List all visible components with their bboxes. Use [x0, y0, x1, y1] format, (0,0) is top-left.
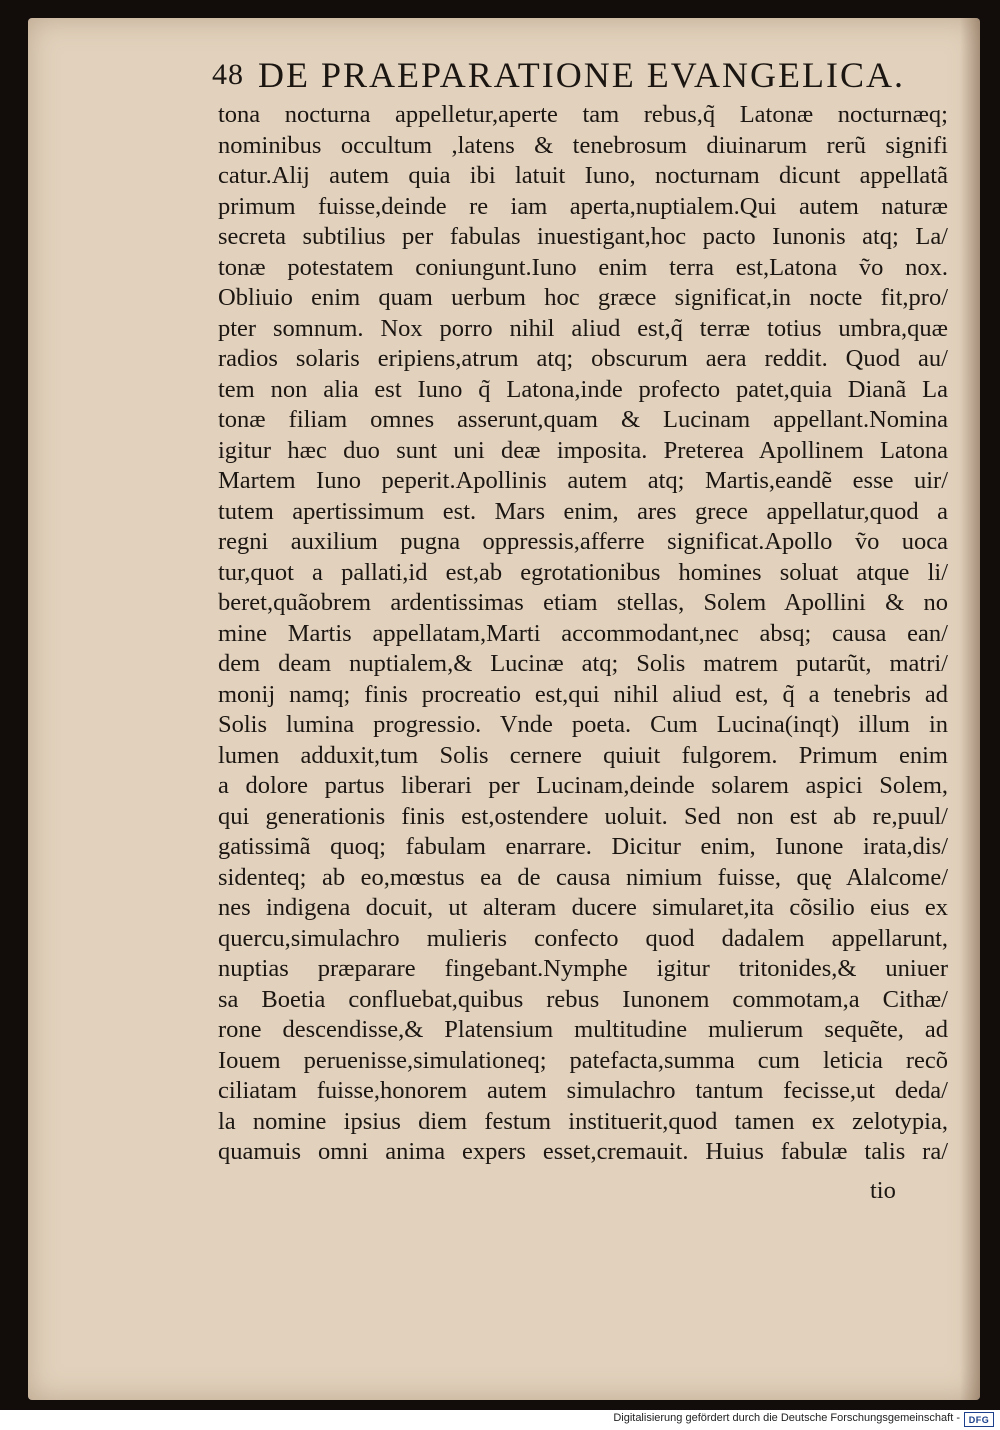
text-line: primum fuisse,deinde re iam aperta,nuptialem.Qui autem naturæ: [218, 192, 948, 220]
text-line: catur.Alij autem quia ibi latuit Iuno, nocturnam dicunt appellatã: [218, 162, 948, 189]
text-line: la nomine ipsius diem festum instituerit,quod tamen ex zelotypia,: [218, 1107, 948, 1135]
text-line: Iouem peruenisse,simulationeq; patefacta,summa cum leticia recõ: [218, 1046, 948, 1074]
text-line: qui generationis finis est,ostendere uoluit. Sed non est ab re,puul/: [218, 802, 948, 830]
text-line: radios solaris eripiens,atrum atq; obscurum aera reddit. Quod au/: [218, 345, 948, 372]
text-line: sidenteq; ab eo,mœstus ea de causa nimium fuisse, quę Alalcome/: [218, 863, 948, 891]
text-line: tutem apertissimum est. Mars enim, ares grece appellatur,quod a: [218, 497, 948, 525]
footer-bar: [0, 1410, 1000, 1430]
text-line: Obliuio enim quam uerbum hoc græce significat,in nocte fit,pro/: [218, 284, 948, 311]
text-line: igitur hæc duo sunt uni deæ imposita. Preterea Apollinem Latona: [218, 436, 948, 464]
text-line: tona nocturna appelletur,aperte tam rebus,q̃ Latonæ nocturnæq;: [218, 101, 948, 128]
funding-credit: Digitalisierung gefördert durch die Deutsche Forschungsgemeinschaft -: [613, 1412, 960, 1424]
text-line: tem non alia est Iuno q̃ Latona,inde profecto patet,quia Dianã La: [218, 375, 948, 403]
text-line: Solis lumina progressio. Vnde poeta. Cum Lucina(inqt) illum in: [218, 711, 948, 738]
text-line: nuptias præparare fingebant.Nymphe igitur tritonides,& uniuer: [218, 955, 948, 982]
text-line: Martem Iuno peperit.Apollinis autem atq; Martis,eandẽ esse uir/: [218, 467, 948, 494]
page-number: 48: [212, 58, 244, 91]
text-line: quercu,simulachro mulieris confecto quod dadalem appellarunt,: [218, 924, 948, 952]
text-line: sa Boetia confluebat,quibus rebus Iunonem commotam,a Cithæ/: [218, 985, 948, 1013]
text-line: gatissimã quoq; fabulam enarrare. Dicitur enim, Iunone irata,dis/: [218, 833, 948, 860]
text-line: tur,quot a pallati,id est,ab egrotationibus homines soluat atque li/: [218, 558, 948, 586]
text-line: dem deam nuptialem,& Lucinæ atq; Solis matrem putarũt, matri/: [218, 650, 948, 677]
body-text: [218, 100, 948, 1168]
text-line: lumen adduxit,tum Solis cernere quiuit fulgorem. Primum enim: [218, 741, 948, 769]
text-line: ciliatam fuisse,honorem autem simulachro tantum fecisse,ut deda/: [218, 1077, 948, 1104]
text-line: regni auxilium pugna oppressis,afferre significat.Apollo ṽo uoca: [218, 528, 948, 555]
text-line: pter somnum. Nox porro nihil aliud est,q̃ terræ totius umbra,quæ: [218, 314, 948, 342]
text-line: nominibus occultum ,latens & tenebrosum diuinarum rerũ signifi: [218, 131, 948, 159]
text-line: mine Martis appellatam,Marti accommodant,nec absq; causa ean/: [218, 619, 948, 647]
page-edge-shadow: [960, 18, 980, 1400]
text-line: quamuis omni anima expers esset,cremauit. Huius fabulæ talis ra/: [218, 1138, 948, 1165]
text-line: nes indigena docuit, ut alteram ducere simularet,ita cõsilio eius ex: [218, 894, 948, 921]
text-line: a dolore partus liberari per Lucinam,deinde solarem aspici Solem,: [218, 772, 948, 799]
text-line: beret,quãobrem ardentissimas etiam stellas, Solem Apollini & no: [218, 589, 948, 616]
text-line: tonæ filiam omnes asserunt,quam & Lucinam appellant.Nomina: [218, 406, 948, 433]
text-line: tonæ potestatem coniungunt.Iuno enim terra est,Latona ṽo nox.: [218, 253, 948, 281]
catchword: tio: [870, 1177, 896, 1204]
dfg-logo-text: DFG: [968, 1414, 990, 1425]
text-line: rone descendisse,& Platensium multitudine mulierum sequẽte, ad: [218, 1016, 948, 1043]
running-title: DE PRAEPARATIONE EVANGELICA.: [258, 55, 906, 95]
text-line: monij namq; finis procreatio est,qui nihil aliud est, q̃ a tenebris ad: [218, 680, 948, 708]
text-line: secreta subtilius per fabulas inuestigant,hoc pacto Iunonis atq; La/: [218, 223, 948, 250]
dfg-logo: [964, 1412, 994, 1427]
